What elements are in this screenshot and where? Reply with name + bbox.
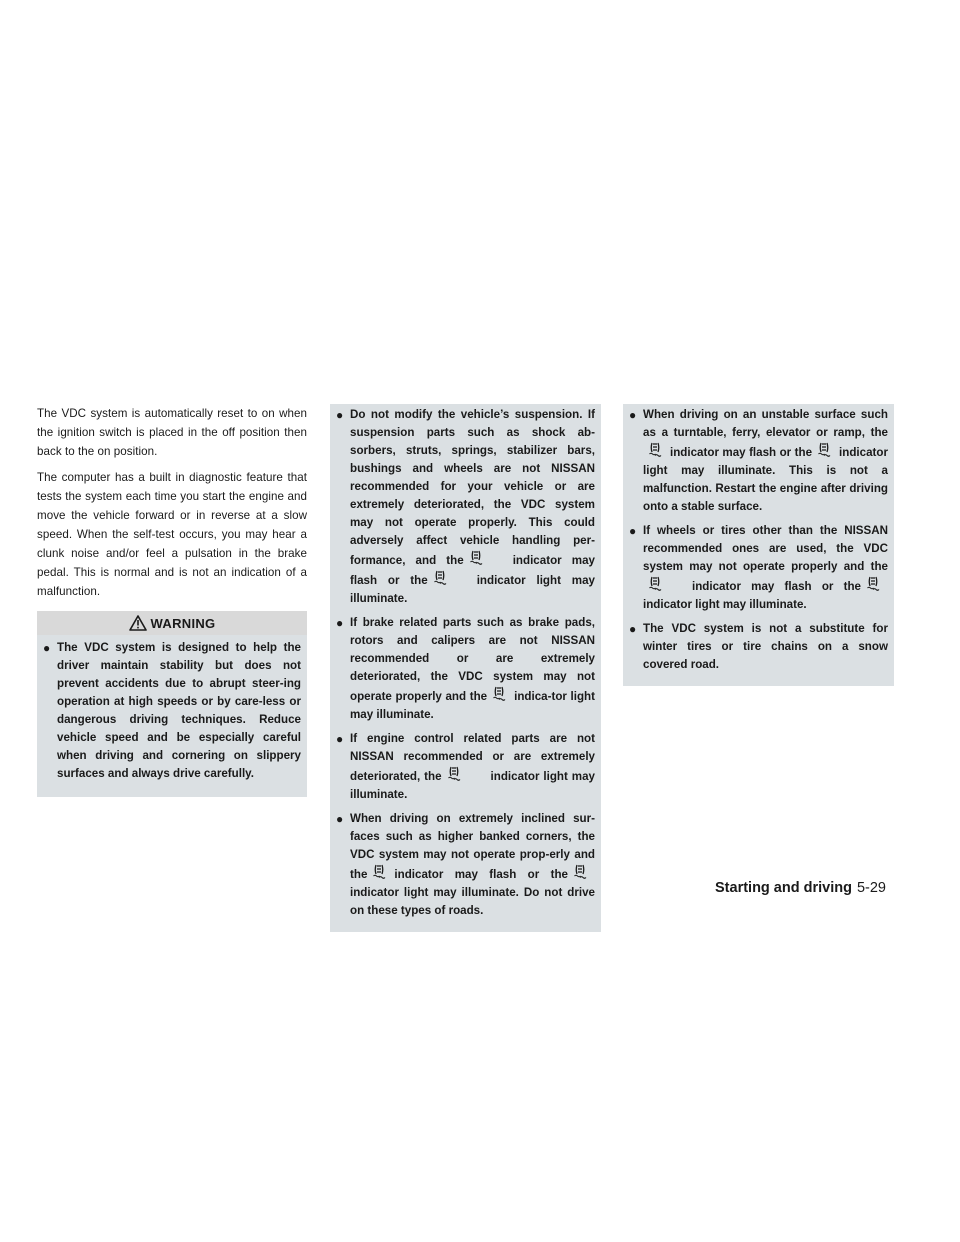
vdc-slip-indicator-icon [469,550,483,565]
warning-text-part: indicator light may illuminate. [643,598,807,611]
bullet: ● [336,732,344,746]
warning-text [350,730,595,804]
section-title: Starting and driving [715,880,852,896]
warning-text-part: When driving on an unstable surface such as a turntable, ferry, elevator or ramp, the [643,408,888,439]
warning-text: The VDC system is designed to help the driver maintain stability but does not prevent accidents due to abrupt steer-ing operation at high speeds or by care-less or dangerous driving techniques. Reduce vehicle speed and be especially careful when driving and cornering on slippery surfaces and always drive carefully. [57,641,301,780]
warning-body [37,635,307,797]
intro-paragraph-1: The VDC system is automatically reset to on when the ignition switch is placed in the off position then back to the on position. [37,407,307,458]
intro-paragraph-2: The computer has a built in diagnostic feature that tests the system each time you start the engine and move the vehicle forward or in reverse at a slow speed. When the self-test occurs, you may hear a clunk noise and/or feel a pulsation in the brake pedal. This is normal and is not an indication of a malfunction. [37,471,307,598]
warning-text-part: indicator may flash or the [394,868,568,881]
warning-item [336,730,595,804]
warning-item [629,406,888,516]
bullet: ● [43,641,51,655]
vdc-slip-indicator-icon [433,570,447,585]
warning-text [643,406,888,516]
bullet: ● [336,408,344,422]
vdc-slip-indicator-icon [866,576,880,591]
warning-text [643,522,888,614]
warning-text-part: indicator light may illuminate. [350,770,595,801]
vdc-slip-indicator-icon [447,766,461,781]
warning-item [629,620,888,674]
warning-text [350,810,595,920]
warning-text-part: When driving on extremely inclined sur-faces such as higher banked corners, the VDC system may not operate prop-erly and the [350,812,595,881]
vdc-slip-indicator-icon [648,576,662,591]
warning-text-part: indicator light may illuminate. Do not drive on these types of roads. [350,886,595,917]
warning-text-part: If engine control related parts are not NISSAN recommended or are extremely deteriorated, the [350,732,595,783]
warning-item [336,614,595,724]
page-number: 5-29 [856,880,886,896]
vdc-slip-indicator-icon [372,864,386,879]
warning-triangle-icon [129,615,147,631]
warning-continued [623,404,894,686]
warning-text-part: If wheels or tires other than the NISSAN recommended ones are used, the VDC system may not operate properly and the [643,524,888,573]
warning-item [629,522,888,614]
warning-item [336,810,595,920]
warning-text-part: If brake related parts such as brake pads, rotors and calipers are not NISSAN recommended or are extremely deteriorated, the VDC system may not operate properly and the [350,616,595,703]
warning-text-part: indicator may flash or the [670,446,813,459]
vdc-slip-indicator-icon [573,864,587,879]
warning-title: WARNING [150,615,216,631]
page-footer [715,880,886,896]
warning-text [350,406,595,608]
bullet: ● [336,616,344,630]
warning-text-part: indicator may flash or the [692,580,861,593]
warning-continued [330,404,601,932]
bullet: ● [629,622,637,636]
warning-text [350,614,595,724]
vdc-slip-indicator-icon [492,686,506,701]
warning-text-part: indicator light may illuminate. This is not a malfunction. Restart the engine after driving onto a stable surface. [643,446,888,513]
column-2 [330,404,601,932]
vdc-slip-indicator-icon [817,442,831,457]
bullet: ● [629,408,637,422]
bullet: ● [336,812,344,826]
warning-text: The VDC system is not a substitute for winter tires or tire chains on a snow covered road. [643,622,888,671]
vdc-slip-indicator-icon [648,442,662,457]
column-1 [37,404,307,797]
bullet: ● [629,524,637,538]
warning-item [336,406,595,608]
column-3 [623,404,894,686]
warning-text-part: indicator light may illuminate. [350,574,595,605]
warning-text-part: indica-tor light may illuminate. [350,690,595,721]
warning-text-part: indicator may flash or the [350,554,596,587]
warning-header [37,611,307,635]
warning-text-part: Do not modify the vehicle’s suspension. If suspension parts such as shock ab-sorbers, struts, springs, stabilizer bars, bushings and wheels are not NISSAN recommended for your vehicle or are extremely deteriorated, the VDC system may not operate properly. This could adversely affect vehicle handling per-formance, and the [350,408,595,567]
warning-item [43,639,301,783]
